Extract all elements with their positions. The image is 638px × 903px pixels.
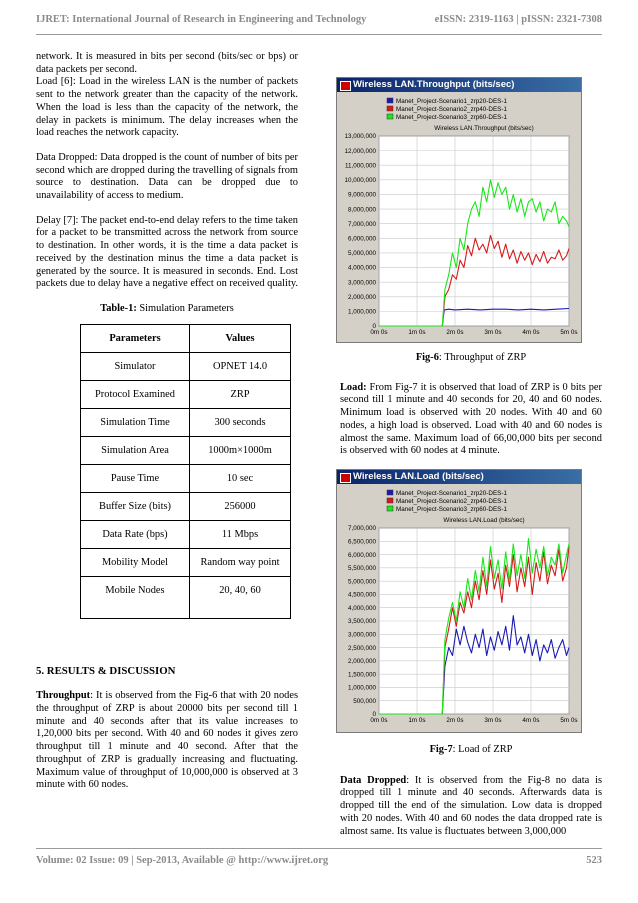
y-tick-label: 5,000,000 bbox=[347, 250, 376, 258]
y-tick-label: 0 bbox=[372, 323, 376, 331]
table-row bbox=[81, 352, 291, 380]
y-tick-label: 2,000,000 bbox=[347, 658, 376, 666]
simulation-parameters-table bbox=[80, 324, 291, 619]
y-tick-label: 7,000,000 bbox=[347, 525, 376, 533]
table-row bbox=[81, 436, 291, 464]
page-number: 523 bbox=[586, 855, 602, 866]
y-tick-label: 3,000,000 bbox=[347, 631, 376, 639]
table-cell: 11 Mbps bbox=[190, 520, 291, 548]
table-row bbox=[81, 576, 291, 618]
x-tick-label: 1m 0s bbox=[408, 717, 426, 724]
y-tick-label: 4,000,000 bbox=[347, 264, 376, 272]
paragraph-network: network. It is measured in bits per second (bits/sec or bps) or data packets per second. bbox=[36, 51, 298, 75]
x-tick-label: 4m 0s bbox=[522, 717, 540, 724]
table-cell: Protocol Examined bbox=[81, 380, 190, 408]
table-row bbox=[81, 520, 291, 548]
footer-rule bbox=[36, 848, 602, 849]
y-tick-label: 7,000,000 bbox=[347, 220, 376, 228]
table-header-row bbox=[81, 324, 291, 352]
x-tick-label: 3m 0s bbox=[484, 717, 502, 724]
table-cell: Pause Time bbox=[81, 464, 190, 492]
figure-6-titlebar bbox=[337, 78, 581, 92]
paragraph-throughput bbox=[36, 690, 298, 792]
table-caption-text: Simulation Parameters bbox=[136, 302, 234, 314]
paragraph-load-results bbox=[340, 382, 602, 458]
header-rule bbox=[36, 34, 602, 35]
legend-swatch bbox=[387, 114, 393, 119]
y-tick-label: 500,000 bbox=[353, 697, 376, 705]
figure-7-window bbox=[336, 469, 582, 733]
table-row bbox=[81, 492, 291, 520]
right-column-top bbox=[340, 352, 602, 470]
y-tick-label: 12,000,000 bbox=[344, 147, 376, 155]
window-icon bbox=[340, 81, 351, 91]
load-label: Load [6]: bbox=[36, 76, 76, 88]
legend-swatch bbox=[387, 106, 393, 111]
paragraph-delay: Delay [7]: The packet end-to-end delay refers to the time taken for a packet to be transmitted across the network from source to destination. In other words, it is the time a data packet is received by the destination minus the time a data packet is generated by the source. It is measured in seconds. End. Lost packets due to delay have a negative effect on received quality. bbox=[36, 214, 298, 290]
x-tick-label: 2m 0s bbox=[446, 329, 464, 336]
table-cell: Random way point bbox=[190, 548, 291, 576]
fig7-caption-label: Fig-7 bbox=[429, 744, 453, 755]
table-cell: Simulator bbox=[81, 352, 190, 380]
legend-label: Manet_Project-Scenario1_zrp20-DES-1 bbox=[396, 490, 507, 497]
x-tick-label: 0m 0s bbox=[370, 329, 388, 336]
issn: eISSN: 2319-1163 | pISSN: 2321-7308 bbox=[434, 14, 602, 25]
x-tick-label: 4m 0s bbox=[522, 329, 540, 336]
y-tick-label: 11,000,000 bbox=[344, 162, 376, 170]
x-tick-label: 1m 0s bbox=[408, 329, 426, 336]
legend-swatch bbox=[387, 490, 393, 495]
table-cell: OPNET 14.0 bbox=[190, 352, 291, 380]
load-results-label: Load: bbox=[340, 381, 367, 393]
y-tick-label: 8,000,000 bbox=[347, 206, 376, 214]
y-tick-label: 2,500,000 bbox=[347, 644, 376, 652]
fig6-caption-text: : Throughput of ZRP bbox=[438, 352, 527, 363]
table-cell: 1000m×1000m bbox=[190, 436, 291, 464]
table-caption bbox=[36, 303, 298, 316]
volume-info: Volume: 02 Issue: 09 | Sep-2013, Available @ http://www.ijret.org bbox=[36, 855, 329, 866]
legend-swatch bbox=[387, 98, 393, 103]
y-tick-label: 2,000,000 bbox=[347, 293, 376, 301]
x-tick-label: 5m 0s bbox=[560, 717, 578, 724]
figure-7-titlebar bbox=[337, 470, 581, 484]
legend-label: Manet_Project-Scenario3_zrp60-DES-1 bbox=[396, 506, 507, 513]
table-cell: Data Rate (bps) bbox=[81, 520, 190, 548]
paragraph-data-dropped: Data Dropped: Data dropped is the count of number of bits per second which are dropped during the travelling of signals from source to destination. Data can be dropped due to unavailability of access to medium. bbox=[36, 151, 298, 202]
throughput-chart bbox=[337, 92, 581, 342]
table-cell: 256000 bbox=[190, 492, 291, 520]
chart-title: Wireless LAN.Load (bits/sec) bbox=[443, 517, 525, 524]
table-cell: Simulation Time bbox=[81, 408, 190, 436]
y-tick-label: 5,500,000 bbox=[347, 565, 376, 573]
table-row bbox=[81, 548, 291, 576]
y-tick-label: 6,000,000 bbox=[347, 235, 376, 243]
table-cell: 300 seconds bbox=[190, 408, 291, 436]
x-tick-label: 0m 0s bbox=[370, 717, 388, 724]
table-cell: 10 sec bbox=[190, 464, 291, 492]
chart-title: Wireless LAN.Throughput (bits/sec) bbox=[434, 125, 534, 132]
x-tick-label: 2m 0s bbox=[446, 717, 464, 724]
legend-swatch bbox=[387, 506, 393, 511]
load-text: Load in the wireless LAN is the number of packets sent to the network greater than the capacity of the network. When the load is less than the capacity of the network, the delay in packets is minimum. The delay increases when the load reaches the network capacity. bbox=[36, 76, 299, 139]
table-row bbox=[81, 464, 291, 492]
header-parameters: Parameters bbox=[81, 324, 190, 352]
paragraph-data-dropped-results bbox=[340, 775, 602, 839]
y-tick-label: 5,000,000 bbox=[347, 578, 376, 586]
x-tick-label: 3m 0s bbox=[484, 329, 502, 336]
section-heading: 5. RESULTS & DISCUSSION bbox=[36, 664, 176, 677]
x-tick-label: 5m 0s bbox=[560, 329, 578, 336]
y-tick-label: 10,000,000 bbox=[344, 177, 376, 185]
fig6-caption bbox=[340, 352, 602, 365]
table-cell: Buffer Size (bits) bbox=[81, 492, 190, 520]
legend-swatch bbox=[387, 498, 393, 503]
legend-label: Manet_Project-Scenario1_zrp20-DES-1 bbox=[396, 98, 507, 105]
y-tick-label: 1,000,000 bbox=[347, 684, 376, 692]
fig7-caption-text: : Load of ZRP bbox=[452, 744, 513, 755]
throughput-label: Throughput bbox=[36, 690, 91, 702]
y-tick-label: 3,000,000 bbox=[347, 279, 376, 287]
legend-label: Manet_Project-Scenario2_zrp40-DES-1 bbox=[396, 498, 507, 505]
table-cell: ZRP bbox=[190, 380, 291, 408]
table-cell: 20, 40, 60 bbox=[190, 576, 291, 618]
table-cell: Mobility Model bbox=[81, 548, 190, 576]
right-column-bottom bbox=[340, 744, 602, 850]
y-tick-label: 4,000,000 bbox=[347, 604, 376, 612]
figure-6-window-title: Wireless LAN.Throughput (bits/sec) bbox=[353, 79, 515, 90]
y-tick-label: 1,000,000 bbox=[347, 308, 376, 316]
y-tick-label: 4,500,000 bbox=[347, 591, 376, 599]
legend-label: Manet_Project-Scenario2_zrp40-DES-1 bbox=[396, 106, 507, 113]
table-cell: Simulation Area bbox=[81, 436, 190, 464]
fig6-caption-label: Fig-6 bbox=[415, 352, 439, 363]
journal-name: IJRET: International Journal of Research in Engineering and Technology bbox=[36, 14, 367, 25]
load-chart bbox=[337, 484, 581, 732]
y-tick-label: 3,500,000 bbox=[347, 618, 376, 626]
running-footer bbox=[36, 855, 602, 866]
y-tick-label: 1,500,000 bbox=[347, 671, 376, 679]
data-dropped-label: Data Dropped bbox=[340, 774, 407, 786]
figure-7-window-title: Wireless LAN.Load (bits/sec) bbox=[353, 471, 484, 482]
table-row bbox=[81, 408, 291, 436]
figure-6-window bbox=[336, 77, 582, 343]
table-cell: Mobile Nodes bbox=[81, 576, 190, 618]
window-icon bbox=[340, 473, 351, 483]
y-tick-label: 6,000,000 bbox=[347, 551, 376, 559]
legend-label: Manet_Project-Scenario3_zrp60-DES-1 bbox=[396, 114, 507, 121]
data-dropped-text: : It is observed from the Fig-8 no data is dropped till 1 minute and 40 seconds. Afterwards data is dropped till the end of the simulation. Low data is dropped with 20 nodes. With 40 and 60 nodes the data dropped rate is almost same. Its value is fluctuates between 3,000,000 bbox=[340, 774, 602, 837]
running-header bbox=[36, 14, 602, 25]
paragraph-load bbox=[36, 76, 298, 140]
y-tick-label: 13,000,000 bbox=[344, 133, 376, 141]
y-tick-label: 0 bbox=[372, 711, 376, 719]
plot-area bbox=[379, 136, 569, 326]
table-row bbox=[81, 380, 291, 408]
y-tick-label: 9,000,000 bbox=[347, 191, 376, 199]
y-tick-label: 6,500,000 bbox=[347, 538, 376, 546]
left-column bbox=[36, 51, 298, 804]
load-results-text: From Fig-7 it is observed that load of ZRP is 0 bits per second till 1 minute and 40 seconds for 20, 40 and 60 nodes. Minimum load is observed with 20 nodes. With 40 and 60 nodes, a high load is observed. Load with 40 and 60 nodes is almost the same. Maximum load of 66,00,000 bits per second is observed with 60 nodes at 4 minute. bbox=[340, 381, 602, 457]
table-caption-label: Table-1: bbox=[100, 302, 137, 314]
throughput-text: : It is observed from the Fig-6 that with 20 nodes the throughput of ZRP is about 20000 bits per second till 1 minute and 40 seconds after that its value increases to 1,20,000 bits per second. With 40 and 60 nodes it gives zero throughput till 1 minute and 40 second. After that the throughput of ZRP is gradually increasing and fluctuating. Maximum value of throughput of 10,000,000 is observed at 3 minute with 60 nodes. bbox=[36, 690, 298, 791]
header-values: Values bbox=[190, 324, 291, 352]
fig7-caption bbox=[340, 744, 602, 757]
